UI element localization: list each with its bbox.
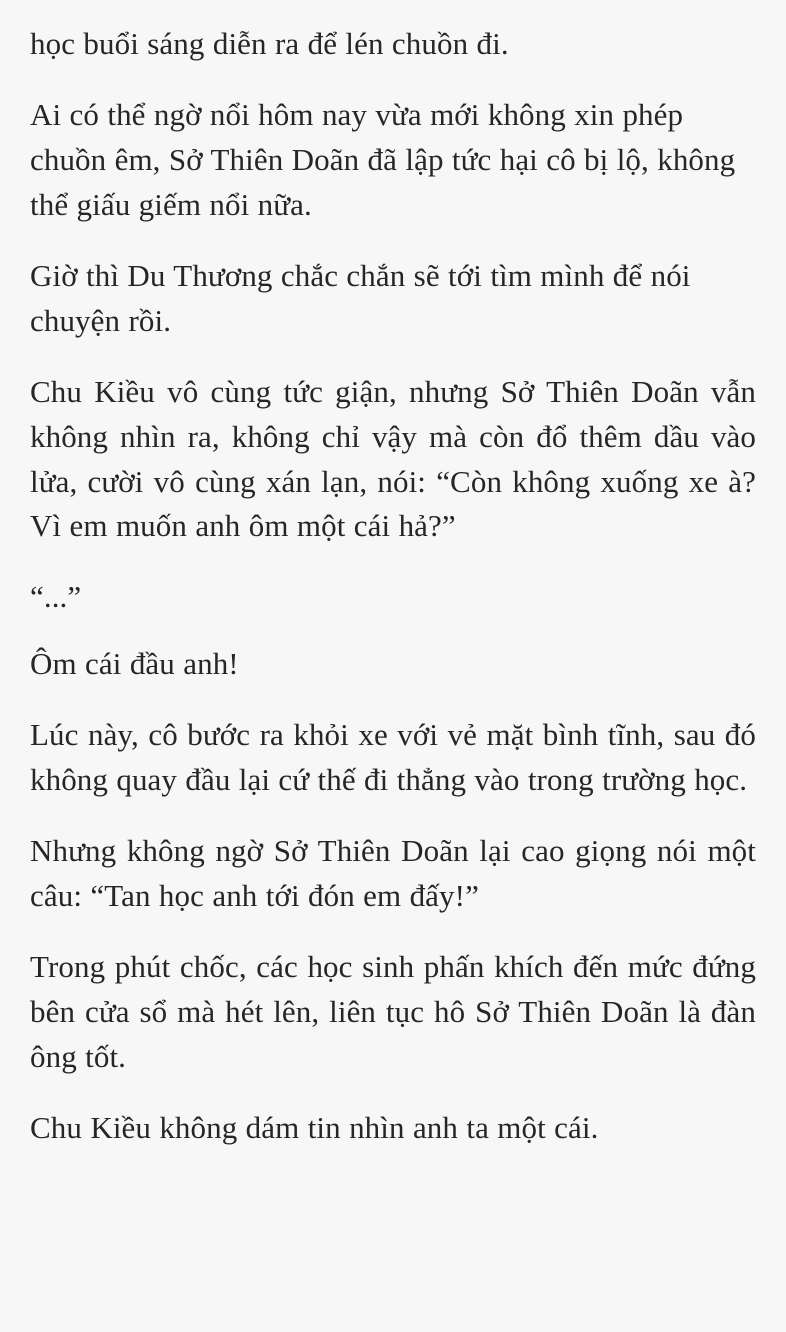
paragraph: Chu Kiều vô cùng tức giận, nhưng Sở Thiên Doãn vẫn không nhìn ra, không chỉ vậy mà còn đổ thêm dầu vào lửa, cười vô cùng xán lạn, nói: “Còn không xuống xe à? Vì em muốn anh ôm một cái hả?”: [30, 373, 756, 544]
paragraph: Giờ thì Du Thương chắc chắn sẽ tới tìm mình để nói chuyện rồi.: [30, 257, 691, 338]
paragraph: Lúc này, cô bước ra khỏi xe với vẻ mặt bình tĩnh, sau đó không quay đầu lại cứ thế đi thẳng vào trong trường học.: [30, 717, 756, 798]
paragraph-ellipsis: “...”: [30, 579, 82, 615]
paragraph: Trong phút chốc, các học sinh phấn khích đến mức đứng bên cửa sổ mà hét lên, liên tục hô Sở Thiên Doãn là đàn ông tốt.: [30, 949, 756, 1074]
paragraph: Ôm cái đầu anh!: [30, 646, 239, 682]
paragraph: học buổi sáng diễn ra để lén chuồn đi.: [30, 26, 509, 61]
paragraph: Chu Kiều không dám tin nhìn anh ta một cái.: [30, 1109, 599, 1145]
paragraph: Nhưng không ngờ Sở Thiên Doãn lại cao giọng nói một câu: “Tan học anh tới đón em đấy!”: [30, 833, 756, 914]
paragraph: Ai có thể ngờ nổi hôm nay vừa mới không xin phép chuồn êm, Sở Thiên Doãn đã lập tức hại cô bị lộ, không thể giấu giếm nổi nữa.: [30, 96, 736, 222]
